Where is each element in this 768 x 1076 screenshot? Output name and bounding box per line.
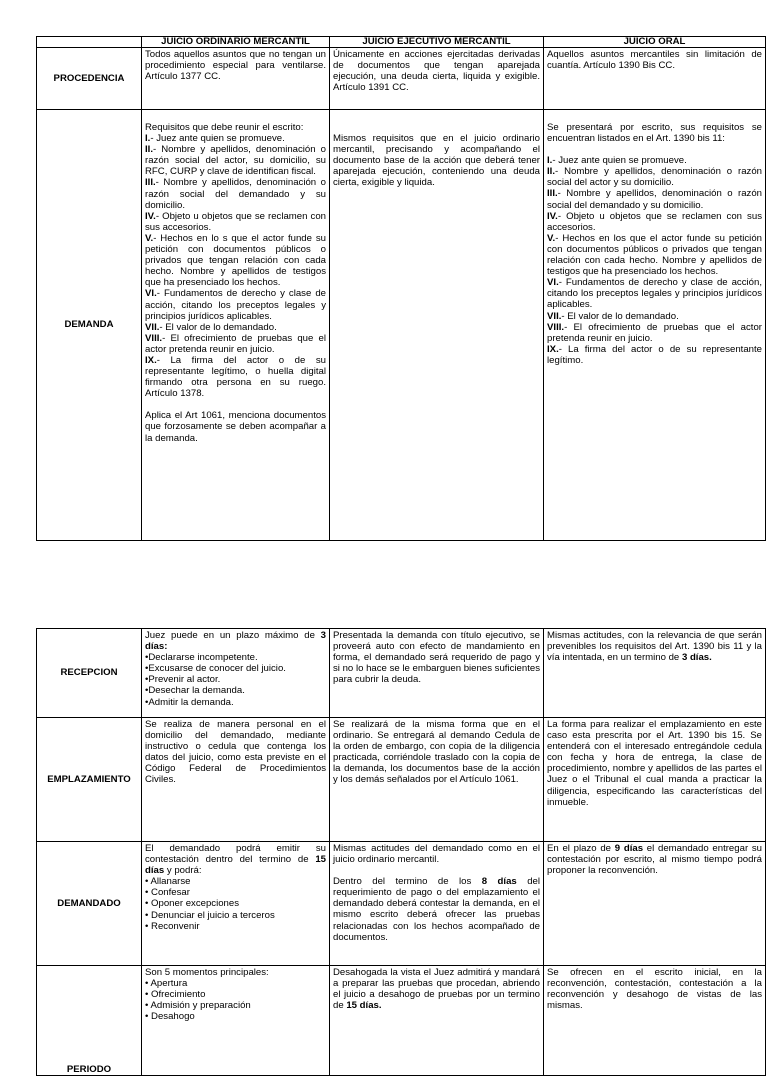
row-demandado	[37, 842, 766, 966]
row-label: PERIODO	[37, 966, 142, 1076]
row-procedencia	[37, 48, 766, 110]
cell-oral: Aquellos asuntos mercantiles sin limitación de cuantía. Artículo 1390 Bis CC.	[544, 48, 766, 110]
row-periodo	[37, 966, 766, 1076]
cell-ordinario: Son 5 momentos principales: • Apertura • Ofrecimiento • Admisión y preparación • Desahogo	[142, 966, 330, 1076]
cell-oral: Mismas actitudes, con la relevancia de que serán prevenibles los requisitos del Art. 1390 bis 11 y la vía intentada, en un termino de 3 días.	[544, 629, 766, 718]
row-label: EMPLAZAMIENTO	[37, 718, 142, 842]
cell-ejecutivo: Presentada la demanda con título ejecutivo, se proveerá auto con efecto de mandamiento en forma, el demandado será requerido de pago y si no lo hace se le embarguen bienes suficientes para cubrir la deuda.	[330, 629, 544, 718]
row-label: RECEPCION	[37, 629, 142, 718]
cell-oral: En el plazo de 9 días el demandado entregar su contestación por escrito, al mismo tiempo podrá proponer la reconvención.	[544, 842, 766, 966]
header-oral: JUICIO ORAL	[544, 37, 766, 48]
row-demanda	[37, 110, 766, 541]
cell-ordinario: Todos aquellos asuntos que no tengan un procedimiento especial para ventilarse. Artículo 1377 CC.	[142, 48, 330, 110]
cell-ordinario: Se realiza de manera personal en el domicilio del demandado, mediante instructivo o cedula que contenga los datos del juicio, como esta previste en el Código Federal de Procedimientos Civiles.	[142, 718, 330, 842]
row-label: DEMANDADO	[37, 842, 142, 966]
comparison-table-bottom	[36, 628, 766, 1076]
table-header-row	[37, 37, 766, 48]
cell-oral: Se ofrecen en el escrito inicial, en la reconvención, contestación, contestación a la reconvención y desahogo de vistas de las mismas.	[544, 966, 766, 1076]
cell-oral: Se presentará por escrito, sus requisitos se encuentran listados en el Art. 1390 bis 11: I.- Juez ante quien se promueve. II.- Nombre y apellidos, denominación o razón social del actor y su domicilio. III.- Nombre y apellidos, denominación o razón social del demandado y su domicilio. IV.- Objeto u objetos que se reclamen con sus accesorios. V.- Hechos en los que el actor funde su petición con documentos públicos o privados que tengan relación con cada hecho. Nombre y apellidos de testigos que ha presenciado los hechos. VI.- Fundamentos de derecho y clase de acción, citando los preceptos legales y principios jurídicos aplicables. VII.- El valor de lo demandado. VIII.- El ofrecimiento de pruebas que el actor pretenda reunir en juicio. IX.- La firma del actor o de su representante legítimo.	[544, 110, 766, 541]
comparison-table-top	[36, 36, 766, 541]
header-empty	[37, 37, 142, 48]
cell-oral: La forma para realizar el emplazamiento en este caso esta prescrita por el Art. 1390 bis 15. Se entenderá con el interesado entregándole cedula con fecha y hora de entrega, la clase de procedimiento, nombre y apellidos de las partes el Juez o el Tribunal el cual manda a practicar la diligencia, especificando las características del inmueble.	[544, 718, 766, 842]
row-label: PROCEDENCIA	[37, 48, 142, 110]
cell-ordinario: Requisitos que debe reunir el escrito: I.- Juez ante quien se promueve. II.- Nombre y apellidos, denominación o razón social del actor, su domicilio, su RFC, CURP y clave de identifican fiscal. III.- Nombre y apellidos, denominación o razón social del demandado y su domicilio. IV.- Objeto u objetos que se reclamen con sus accesorios. V.- Hechos en lo s que el actor funde su petición con documentos públicos o privados que tengan relación con cada hecho. Nombre y apellidos de testigos que ha presenciado los hechos. VI.- Fundamentos de derecho y clase de acción, citando los preceptos legales y principios jurídicos aplicables. VII.- El valor de lo demandado. VIII.- El ofrecimiento de pruebas que el actor pretenda reunir en juicio. IX.- La firma del actor o de su representante legítimo, o huella digital firmando otra persona en su ruego. Artículo 1378. Aplica el Art 1061, menciona documentos que forzosamente se deben acompañar a la demanda.	[142, 110, 330, 541]
cell-ejecutivo: Mismas actitudes del demandado como en el juicio ordinario mercantil. Dentro del termino de los 8 días del requerimiento de pago o del emplazamiento el demandado deberá contestar la demanda, en el mismo escrito deberá ofrecer las pruebas relacionadas con los hechos acompañado de documentos.	[330, 842, 544, 966]
cell-ejecutivo: Desahogada la vista el Juez admitirá y mandará a preparar las pruebas que procedan, abriendo el juicio a desahogo de pruebas por un termino de 15 días.	[330, 966, 544, 1076]
header-ejecutivo: JUICIO EJECUTIVO MERCANTIL	[330, 37, 544, 48]
header-ordinario: JUICIO ORDINARIO MERCANTIL	[142, 37, 330, 48]
cell-ordinario: Juez puede en un plazo máximo de 3 días: •Declararse incompetente. •Excusarse de conocer del juicio. •Prevenir al actor. •Desechar la demanda. •Admitir la demanda.	[142, 629, 330, 718]
row-emplazamiento	[37, 718, 766, 842]
cell-ejecutivo: Únicamente en acciones ejercitadas derivadas de documentos que tengan aparejada ejecución, una deuda cierta, liquida y exigible. Artículo 1391 CC.	[330, 48, 544, 110]
cell-ordinario: El demandado podrá emitir su contestación dentro del termino de 15 días y podrá: • Allanarse • Confesar • Oponer excepciones • Denunciar el juicio a terceros • Reconvenir	[142, 842, 330, 966]
cell-ejecutivo: Se realizará de la misma forma que en el ordinario. Se entregará al demando Cedula de la orden de embargo, con copia de la diligencia practicada, corriéndole traslado con la copia de la demanda, los documentos base de la acción y los demás señalados por el Artículo 1061.	[330, 718, 544, 842]
cell-ejecutivo: Mismos requisitos que en el juicio ordinario mercantil, precisando y acompañando el documento base de la acción que deberá tener aparejada ejecución, conteniendo una deuda cierta, exigible y liquida.	[330, 110, 544, 541]
row-recepcion	[37, 629, 766, 718]
row-label: DEMANDA	[37, 110, 142, 541]
